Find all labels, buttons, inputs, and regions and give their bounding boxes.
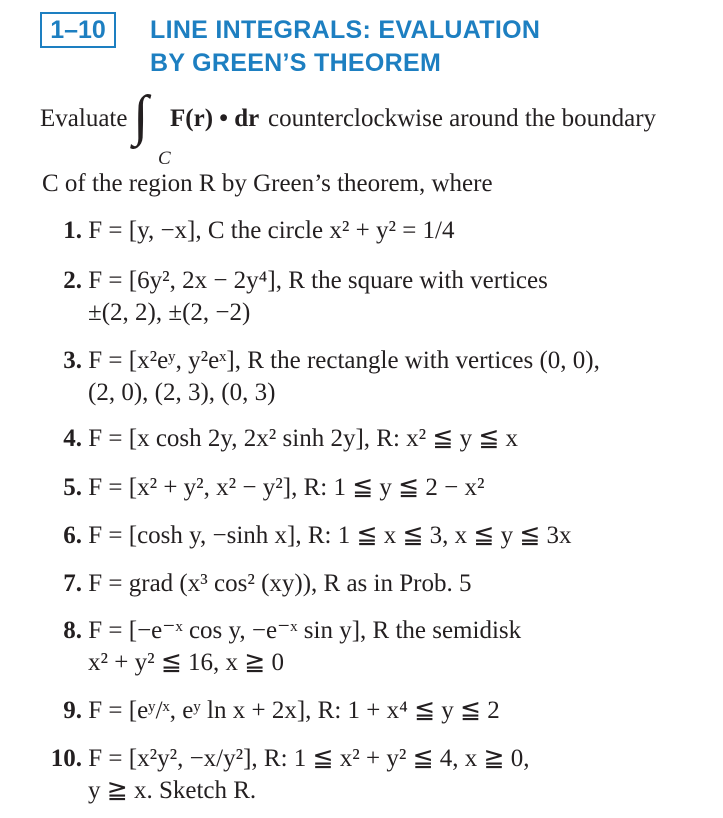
problem-text: F = [x² + y², x² − y²], R: 1 ≦ y ≦ 2 − x² bbox=[88, 474, 485, 501]
problem-number: 7. bbox=[63, 570, 82, 597]
section-number-box: 1–10 bbox=[40, 12, 116, 48]
intro-tail: counterclockwise around the boundary bbox=[268, 105, 657, 132]
problem-7 bbox=[42, 569, 471, 599]
problem-4 bbox=[42, 424, 518, 454]
problem-number: 9. bbox=[63, 697, 82, 724]
problem-text: F = [x cosh 2y, 2x² sinh 2y], R: x² ≦ y ≦ x bbox=[88, 425, 519, 452]
intro-integrand: F(r) • dr bbox=[170, 105, 260, 132]
problem-3-cont: (2, 0), (2, 3), (0, 3) bbox=[88, 379, 276, 406]
integral-symbol: ∫ bbox=[133, 85, 149, 147]
problem-5 bbox=[42, 473, 484, 503]
problem-number: 8. bbox=[63, 617, 82, 644]
problem-number: 3. bbox=[63, 347, 82, 374]
problem-number: 1. bbox=[63, 217, 82, 244]
problem-number: 5. bbox=[63, 474, 82, 501]
problem-2 bbox=[42, 266, 548, 296]
problem-text: F = [−e⁻ˣ cos y, −e⁻ˣ sin y], R the semidisk bbox=[88, 617, 522, 644]
problem-text: F = [x²eʸ, y²eˣ], R the rectangle with vertices (0, 0), bbox=[88, 347, 600, 374]
problem-3 bbox=[42, 346, 600, 376]
problem-text: F = [y, −x], C the circle x² + y² = 1/4 bbox=[88, 217, 455, 244]
intro-evaluate: Evaluate bbox=[40, 105, 128, 132]
problem-6 bbox=[42, 521, 572, 551]
problem-text: F = grad (x³ cos² (xy)), R as in Prob. 5 bbox=[88, 570, 472, 597]
problem-2-cont: ±(2, 2), ±(2, −2) bbox=[88, 299, 251, 326]
integral-subscript: C bbox=[158, 148, 171, 169]
problem-text: F = [cosh y, −sinh x], R: 1 ≦ x ≦ 3, x ≦ y ≦ 3x bbox=[88, 522, 572, 549]
section-title-line1: LINE INTEGRALS: EVALUATION bbox=[150, 16, 541, 44]
problem-number: 4. bbox=[63, 425, 82, 452]
problem-10-cont: y ≧ x. Sketch R. bbox=[88, 777, 257, 804]
problem-text: F = [x²y², −x/y²], R: 1 ≦ x² + y² ≦ 4, x ≧ 0, bbox=[88, 745, 530, 772]
problem-9 bbox=[42, 696, 500, 726]
problem-text: F = [6y², 2x − 2y⁴], R the square with vertices bbox=[88, 267, 548, 294]
problem-8 bbox=[42, 616, 521, 646]
problem-number: 6. bbox=[63, 522, 82, 549]
section-title bbox=[150, 14, 540, 80]
problem-1 bbox=[42, 216, 455, 246]
problem-number: 10. bbox=[50, 745, 82, 772]
problem-8-cont: x² + y² ≦ 16, x ≧ 0 bbox=[88, 649, 284, 676]
intro-line2: C of the region R by Green’s theorem, where bbox=[42, 170, 493, 197]
section-title-line2: BY GREEN’S THEOREM bbox=[150, 49, 442, 77]
problem-number: 2. bbox=[63, 267, 82, 294]
problem-text: F = [eʸ/ˣ, eʸ ln x + 2x], R: 1 + x⁴ ≦ y ≦ 2 bbox=[88, 697, 500, 724]
problem-10 bbox=[42, 744, 530, 774]
